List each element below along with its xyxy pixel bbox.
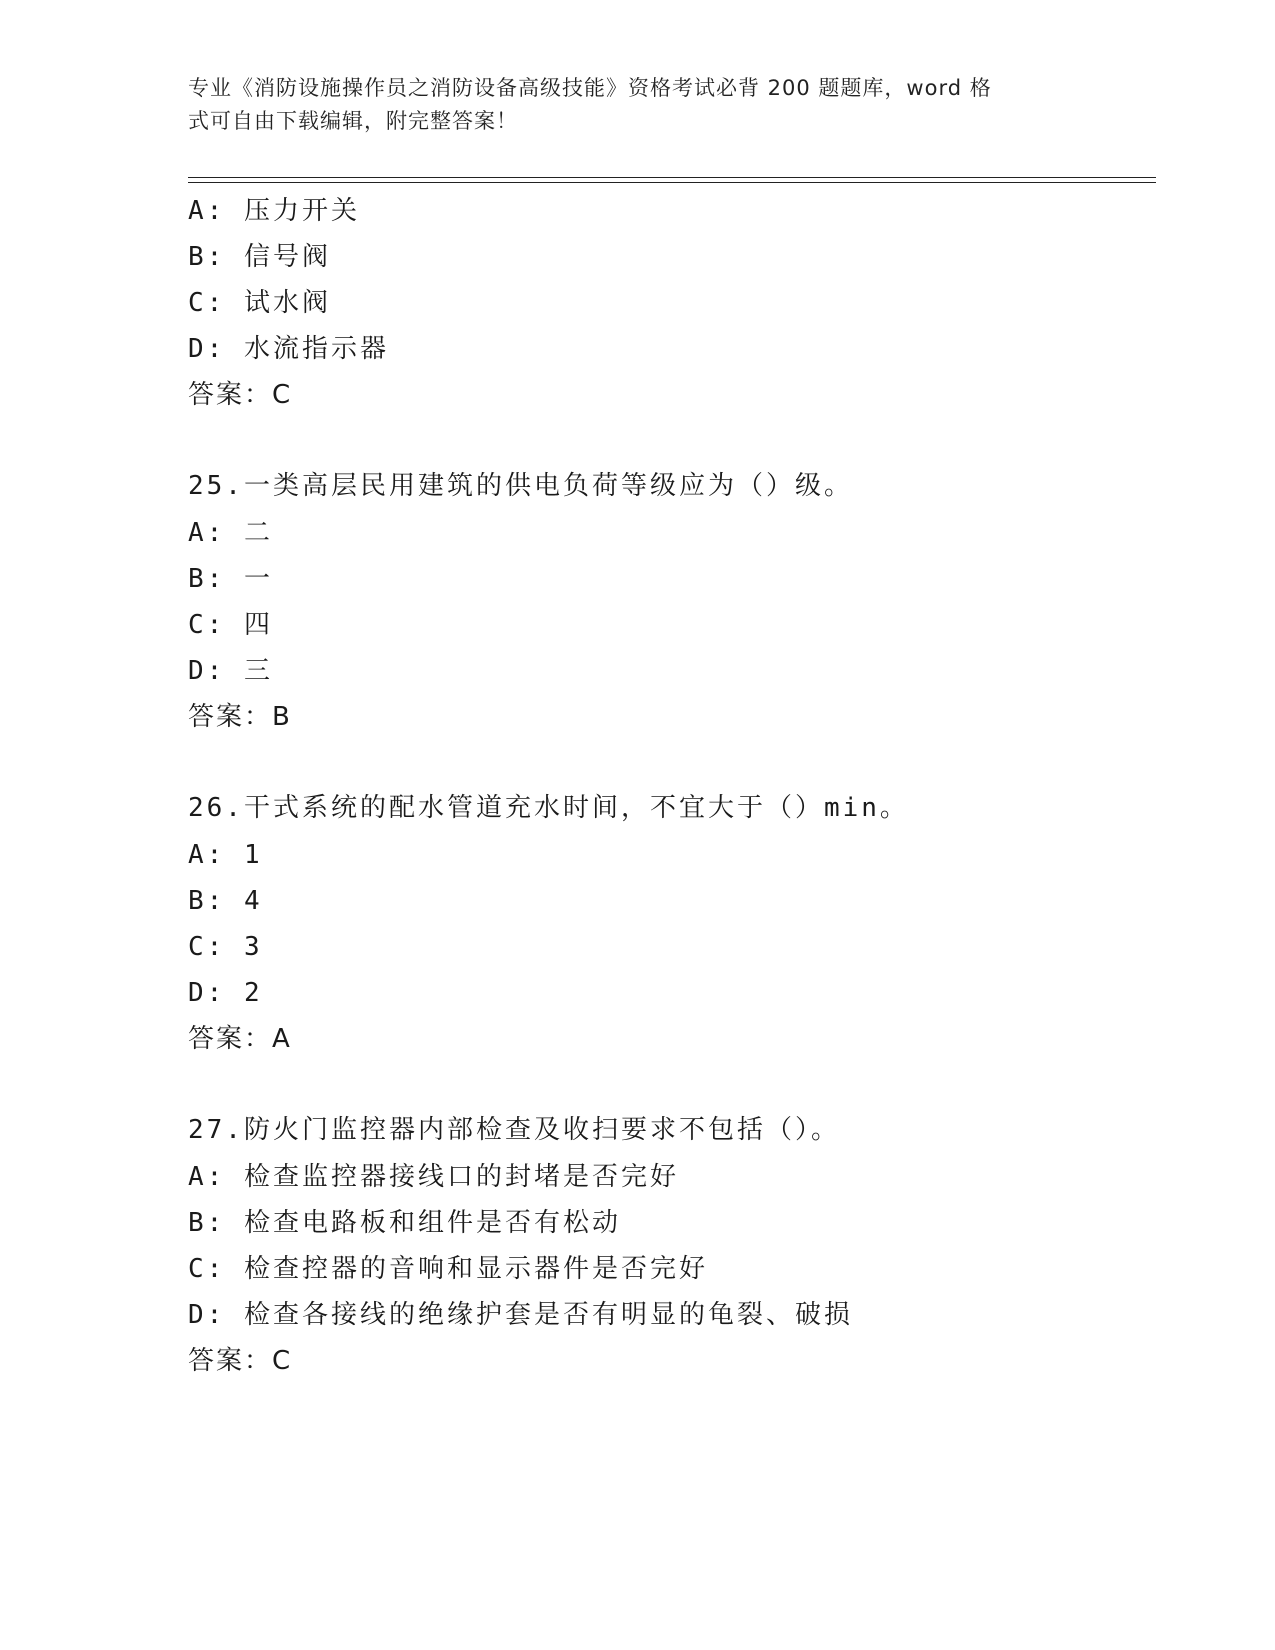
spacer — [188, 418, 1148, 462]
header-divider-top — [188, 177, 1156, 178]
option-b: B: 检查电路板和组件是否有松动 — [188, 1208, 621, 1238]
spacer — [188, 1062, 1148, 1106]
question-block-27 — [188, 1106, 1148, 1384]
header-line-2: 式可自由下载编辑，附完整答案！ — [188, 109, 518, 133]
option-d: D: 2 — [188, 978, 263, 1008]
question-block-26 — [188, 784, 1148, 1062]
answer-line: 答案：C — [188, 1346, 293, 1376]
option-c: C: 检查控器的音响和显示器件是否完好 — [188, 1254, 708, 1284]
answer-line: 答案：A — [188, 1024, 292, 1054]
option-c: C: 四 — [188, 610, 273, 640]
question-block-25 — [188, 462, 1148, 740]
question-stem: 26.干式系统的配水管道充水时间，不宜大于（）min。 — [188, 793, 909, 823]
question-block-prev — [188, 188, 1148, 418]
option-a: A: 压力开关 — [188, 196, 360, 226]
option-d: D: 水流指示器 — [188, 334, 389, 364]
document-header — [188, 72, 1068, 138]
question-stem: 27.防火门监控器内部检查及收扫要求不包括（）。 — [188, 1115, 840, 1145]
option-a: A: 二 — [188, 518, 273, 548]
option-a: A: 1 — [188, 840, 263, 870]
option-d: D: 三 — [188, 656, 273, 686]
header-divider-bottom — [188, 182, 1156, 183]
option-c: C: 3 — [188, 932, 263, 962]
answer-line: 答案：C — [188, 380, 293, 410]
question-stem: 25.一类高层民用建筑的供电负荷等级应为（）级。 — [188, 471, 853, 501]
option-c: C: 试水阀 — [188, 288, 331, 318]
option-b: B: 信号阀 — [188, 242, 331, 272]
question-list — [188, 188, 1148, 1384]
option-d: D: 检查各接线的绝缘护套是否有明显的龟裂、破损 — [188, 1300, 853, 1330]
header-line-1: 专业《消防设施操作员之消防设备高级技能》资格考试必背 200 题题库，word 格 — [188, 76, 992, 100]
option-b: B: 4 — [188, 886, 263, 916]
option-b: B: 一 — [188, 564, 273, 594]
spacer — [188, 740, 1148, 784]
answer-line: 答案：B — [188, 702, 292, 732]
option-a: A: 检查监控器接线口的封堵是否完好 — [188, 1162, 679, 1192]
